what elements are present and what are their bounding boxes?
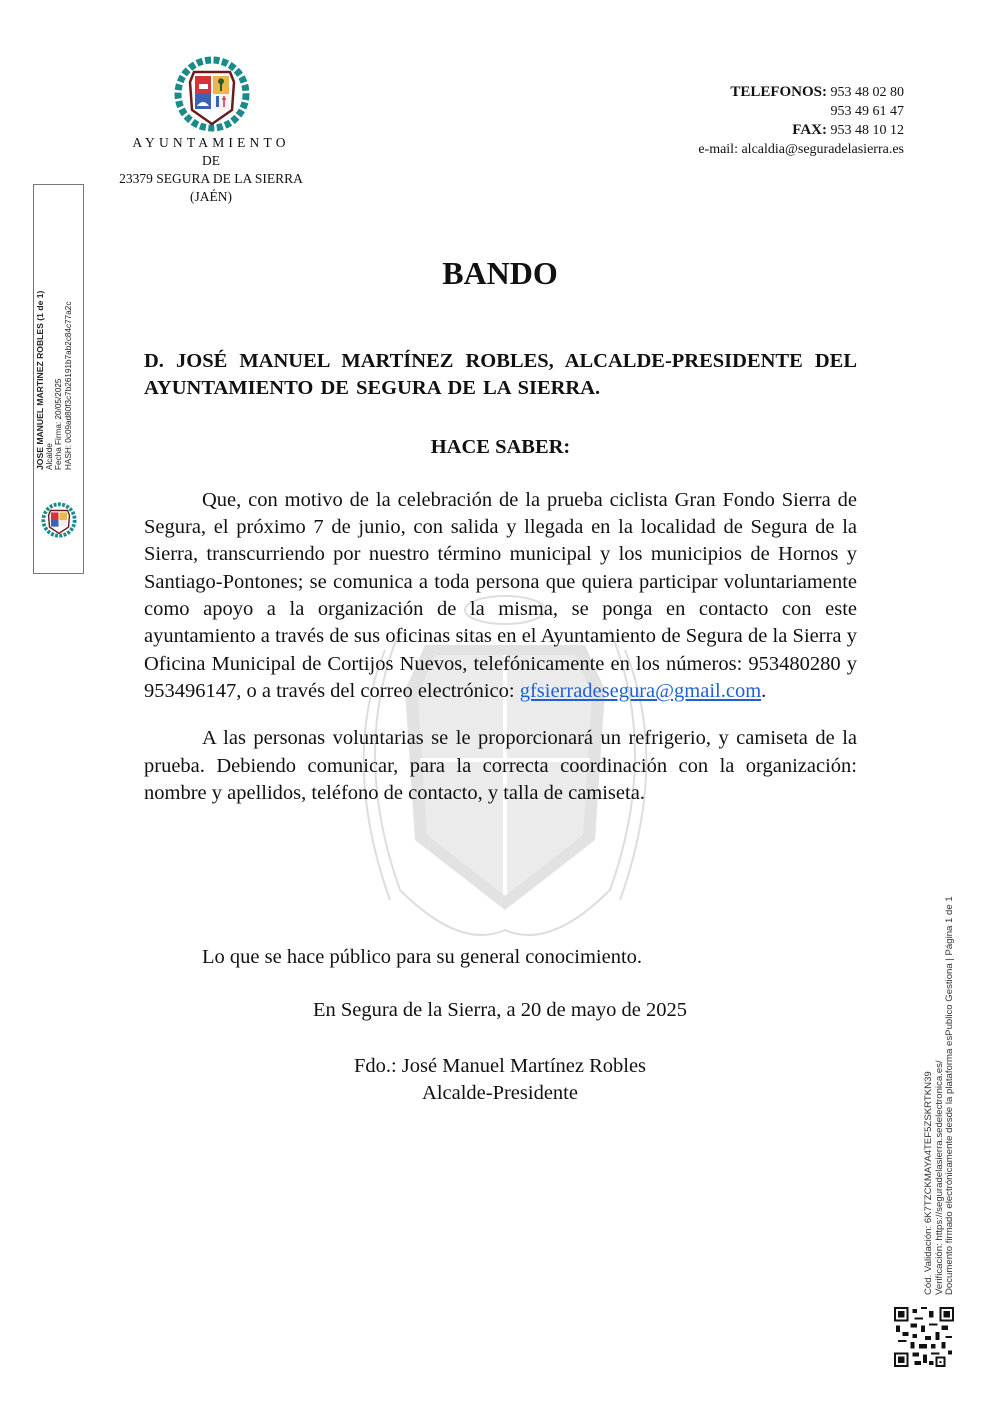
council-line-province: (JAÉN) — [190, 189, 232, 204]
fax-line — [698, 121, 904, 141]
council-line-ayuntamiento: AYUNTAMIENTO — [132, 135, 290, 150]
contact-block — [698, 83, 904, 159]
qr-code-icon[interactable] — [894, 1307, 954, 1367]
signed-by: Fdo.: José Manuel Martínez Robles — [353, 1055, 647, 1077]
phone-2: 953 49 61 47 — [830, 103, 904, 119]
paragraph-1 — [144, 487, 857, 705]
paragraph-1-text: Que, con motivo de la celebración de la prueba ciclista Gran Fondo Sierra de Segura, el próximo 7 de junio, con salida y llegada en la localidad de Segura de la Sierra, transcurriendo por nuestro término municipal y los municipios de Hornos y Santiago-Pontones; se comunica a toda persona que quiera participar voluntariamente como apoyo a la organización de la misma, se ponga en contacto con este ayuntamiento a través de sus oficinas sitas en el Ayuntamiento de Segura de la Sierra y Oficina Municipal de Cortijos Nuevos, telefónicamente en los números: 953480280 y 953496147, o a través del correo electrónico: — [144, 488, 857, 702]
closing-line: Lo que se hace público para su general conocimiento. — [202, 946, 643, 968]
stamp-coat-of-arms-icon — [40, 501, 78, 539]
paragraph-1-end: . — [761, 679, 767, 702]
paragraph-2: A las personas voluntarias se le proporcionará un refrigerio, y camiseta de la prueba. Debiendo comunicar, para la correcta coordinación con la organización: nombre y apellidos, teléfono de contacto, y talla de camiseta. — [144, 727, 857, 804]
phones-label: TELEFONOS: — [730, 84, 827, 100]
validation-url: Verificación: https://seguradelasierra.sedelectronica.es/ — [933, 1060, 945, 1295]
addressee: D. JOSÉ MANUEL MARTÍNEZ ROBLES, ALCALDE-PRESIDENTE DEL AYUNTAMIENTO DE SEGURA DE LA SIERRA. — [144, 350, 857, 400]
validation-text — [924, 875, 956, 1295]
phone-line-2 — [698, 103, 904, 122]
stamp-hash: HASH: 0c09ad80f3c7b26191b7ab2c84c77a2c — [63, 301, 73, 470]
signature-block — [0, 1053, 1000, 1107]
council-name — [100, 134, 322, 206]
signature-stamp-text — [36, 270, 80, 470]
fax-number: 953 48 10 12 — [830, 123, 904, 138]
email-line: e-mail: alcaldia@seguradelasierra.es — [698, 141, 904, 157]
document-title: BANDO — [442, 255, 558, 291]
stamp-date: Fecha Firma: 20/05/2025 — [54, 378, 64, 470]
fax-label: FAX: — [792, 122, 827, 138]
phone-1: 953 48 02 80 — [830, 85, 904, 100]
email-link[interactable]: gfsierradesegura@gmail.com — [519, 679, 762, 702]
stamp-signer: JOSE MANUEL MARTINEZ ROBLES (1 de 1) — [35, 290, 45, 470]
validation-code: Cód. Validación: 6K7TZCKMAYA4TEF5ZSKRTKN39 — [923, 1071, 934, 1295]
place-date: En Segura de la Sierra, a 20 de mayo de 2025 — [312, 999, 687, 1021]
hace-saber-heading: HACE SABER: — [430, 435, 571, 458]
document-body — [144, 348, 857, 807]
coat-of-arms-icon — [172, 54, 252, 134]
council-line-town: 23379 SEGURA DE LA SIERRA — [119, 171, 303, 186]
council-line-de: DE — [202, 153, 220, 168]
phone-line-1 — [698, 83, 904, 103]
validation-footer: Documento firmado electrónicamente desde la plataforma esPublico Gestiona | Página 1 de 1 — [944, 896, 956, 1295]
stamp-role: Alcalde — [45, 443, 55, 470]
signer-role: Alcalde-Presidente — [422, 1082, 578, 1104]
